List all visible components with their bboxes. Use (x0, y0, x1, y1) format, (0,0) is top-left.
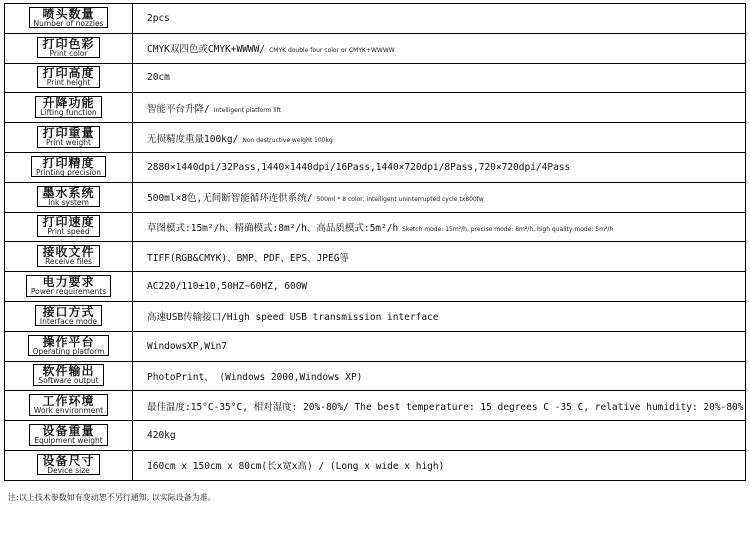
spec-value-cell (133, 361, 746, 391)
spec-label-cell (5, 4, 133, 34)
spec-label-zh: 喷头数量 (42, 6, 95, 21)
spec-value-en: CMYK double four color or CMYK+WWWW (269, 47, 395, 55)
spec-label-box (35, 96, 101, 118)
spec-label-en: Interface mode (39, 316, 98, 326)
spec-label-zh: 打印速度 (42, 215, 95, 230)
spec-label-box (28, 335, 110, 357)
spec-value: AC220/110±10,50HZ~60HZ, 600W (147, 281, 308, 293)
footnote: 注:以上技术参数如有变动恕不另行通知, 以实际设备为准。 (8, 493, 216, 502)
spec-label-cell (5, 421, 133, 451)
spec-value: 420kg (147, 430, 176, 442)
spec-label-box (31, 156, 106, 178)
spec-label-en: Software output (38, 376, 99, 386)
spec-label-zh: 打印高度 (42, 66, 95, 81)
spec-value-en: Intelligent platform lift (213, 106, 282, 114)
spec-row (5, 93, 746, 123)
spec-label-en: Print speed (47, 227, 90, 237)
spec-label-en: Lifting function (40, 108, 97, 118)
spec-label-zh: 升降功能 (42, 96, 95, 111)
spec-label-box (26, 275, 111, 297)
spec-label-en: Receive files (44, 257, 93, 267)
spec-label-zh: 设备尺寸 (42, 453, 95, 468)
spec-value: PhotoPrint、 (Windows 2000,Windows XP) (147, 371, 363, 383)
spec-label-box (33, 364, 103, 386)
spec-label-cell (5, 63, 133, 93)
spec-row (5, 182, 746, 212)
spec-label-zh: 接收文件 (42, 245, 95, 260)
spec-label-cell (5, 301, 133, 331)
spec-label-box (37, 126, 99, 148)
spec-label-cell (5, 93, 133, 123)
spec-label-cell (5, 123, 133, 153)
spec-row (5, 331, 746, 361)
spec-value: CMYK双四色或CMYK+WWWW/ (147, 44, 266, 56)
spec-value-en: Sketch mode: 15m²/h, precise mode: 8m²/h, high quality mode: 5m²/h (402, 225, 614, 233)
spec-label-cell (5, 272, 133, 302)
spec-label-zh: 工作环境 (42, 394, 95, 409)
spec-label-cell (5, 361, 133, 391)
spec-value: 160cm x 150cm x 80cm(长x宽x高) / (Long x wide x high) (147, 461, 445, 473)
spec-value-cell (133, 63, 746, 93)
spec-label-cell (5, 242, 133, 272)
spec-label-en: Ink system (48, 197, 89, 207)
spec-value: 智能平台升降/ (147, 103, 210, 115)
spec-value: 20cm (147, 72, 170, 84)
spec-value: 2pcs (147, 12, 170, 24)
spec-value-cell (133, 421, 746, 451)
spec-label-cell (5, 182, 133, 212)
spec-row (5, 391, 746, 421)
spec-value: 500ml×8色,无间断智能循环连供系统/ (147, 193, 313, 205)
spec-label-box (29, 394, 108, 416)
spec-label-box (35, 305, 102, 327)
spec-value-cell (133, 242, 746, 272)
spec-row (5, 212, 746, 242)
spec-row (5, 301, 746, 331)
spec-row (5, 33, 746, 63)
spec-label-en: Print height (46, 78, 91, 88)
spec-value-cell (133, 331, 746, 361)
spec-label-en: Number of nozzles (33, 18, 104, 28)
spec-label-cell (5, 152, 133, 182)
spec-row (5, 152, 746, 182)
spec-row (5, 361, 746, 391)
spec-label-box (29, 7, 109, 29)
spec-label-cell (5, 33, 133, 63)
spec-row (5, 242, 746, 272)
spec-value: 草图模式:15m²/h、精确模式:8m²/h、高品质模式:5m²/h (147, 222, 399, 234)
spec-value-cell (133, 450, 746, 480)
spec-value-cell (133, 123, 746, 153)
spec-row (5, 63, 746, 93)
spec-value-cell (133, 33, 746, 63)
spec-label-zh: 电力要求 (42, 275, 95, 290)
spec-row (5, 4, 746, 34)
spec-label-box (29, 424, 107, 446)
spec-label-zh: 打印色彩 (42, 36, 95, 51)
spec-label-en: Operating platform (32, 346, 105, 356)
spec-label-en: Print weight (46, 138, 91, 148)
spec-label-en: Device size (47, 465, 90, 475)
spec-label-box (37, 186, 99, 208)
spec-label-en: Power requirements (30, 287, 107, 297)
spec-label-box (37, 215, 99, 237)
spec-value-cell (133, 212, 746, 242)
spec-label-zh: 打印精度 (42, 155, 95, 170)
spec-label-box (37, 66, 99, 88)
spec-label-cell (5, 331, 133, 361)
spec-label-zh: 操作平台 (42, 334, 95, 349)
spec-label-en: Printing precision (35, 167, 102, 177)
spec-row (5, 421, 746, 451)
spec-row (5, 123, 746, 153)
spec-label-zh: 打印重量 (42, 126, 95, 141)
spec-label-zh: 设备重量 (42, 424, 95, 439)
spec-value-cell (133, 272, 746, 302)
spec-value: 2880×1440dpi/32Pass,1440×1440dpi/16Pass,1440×720dpi/8Pass,720×720dpi/4Pass (147, 161, 571, 173)
spec-value: WindowsXP,Win7 (147, 340, 228, 352)
spec-value-cell (133, 391, 746, 421)
spec-row (5, 450, 746, 480)
spec-label-box (37, 245, 99, 267)
spec-label-en: Equipment weight (34, 436, 103, 446)
spec-value-en: Non destructive weight 100kg (242, 136, 333, 144)
spec-value-en: 500ml * 8 color, intelligent uninterrupted cycle tx800fw (316, 196, 484, 204)
spec-value: 最佳温度:15°C-35°C, 相对湿度: 20%-80%/ The best temperature: 15 degrees C -35 C, relative humidity: 20%-80% (147, 401, 744, 413)
spec-value-cell (133, 182, 746, 212)
spec-row (5, 272, 746, 302)
spec-value: 高速USB传输接口/High speed USB transmission interface (147, 312, 439, 324)
spec-label-cell (5, 450, 133, 480)
spec-label-zh: 软件输出 (42, 364, 95, 379)
spec-label-zh: 墨水系统 (42, 185, 95, 200)
spec-label-cell (5, 212, 133, 242)
spec-label-en: Print color (49, 48, 88, 58)
spec-label-zh: 接口方式 (42, 304, 95, 319)
spec-value-cell (133, 93, 746, 123)
spec-label-box (37, 37, 99, 59)
spec-value-cell (133, 301, 746, 331)
spec-value: TIFF(RGB&CMYK)、BMP、PDF、EPS、JPEG等 (147, 252, 349, 264)
spec-label-en: Work environment (33, 406, 104, 416)
spec-value-cell (133, 4, 746, 34)
spec-label-box (37, 454, 99, 476)
spec-value-cell (133, 152, 746, 182)
spec-label-cell (5, 391, 133, 421)
spec-value: 无损精度重量100kg/ (147, 133, 239, 145)
spec-table (4, 3, 746, 481)
